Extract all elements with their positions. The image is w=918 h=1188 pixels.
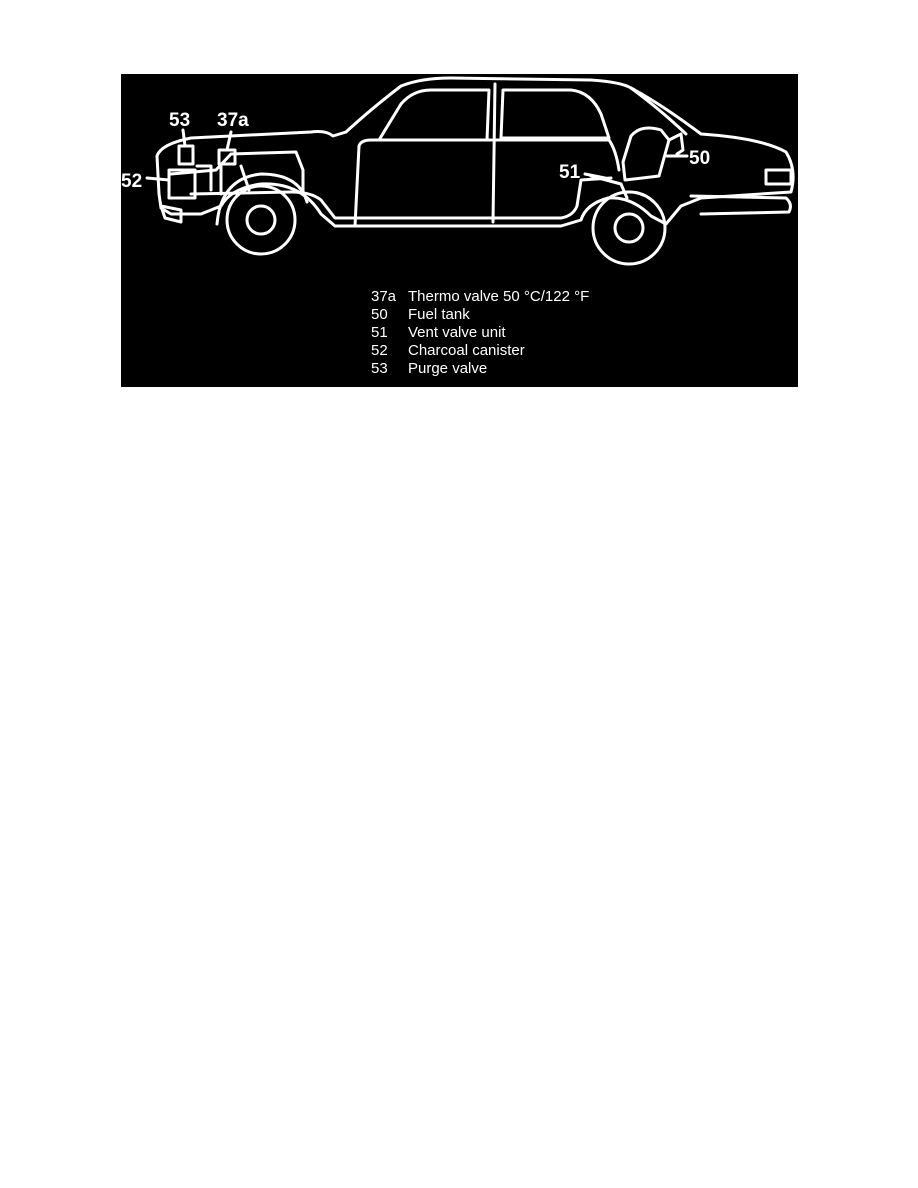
- purge-valve-shape: [179, 146, 193, 164]
- rear-door-outline: [493, 140, 619, 170]
- callout-50: 50: [689, 148, 711, 169]
- callout-53: 53: [169, 110, 191, 131]
- front-wheel-hub: [247, 206, 275, 234]
- rear-door-window: [501, 90, 609, 138]
- legend-text: Vent valve unit: [408, 324, 506, 341]
- legend-row: [371, 360, 589, 378]
- front-door-outline: [355, 140, 491, 226]
- legend-number: 53: [371, 360, 388, 377]
- legend-text: Fuel tank: [408, 306, 470, 323]
- legend-text: Charcoal canister: [408, 342, 525, 359]
- callout-52: 52: [121, 171, 143, 192]
- legend-number: 51: [371, 324, 388, 341]
- legend-row: [371, 324, 589, 342]
- legend-number: 50: [371, 306, 388, 323]
- legend-text: Thermo valve 50 °C/122 °F: [408, 288, 590, 305]
- filler-neck: [669, 134, 683, 154]
- legend-row: [371, 288, 589, 306]
- legend-row: [371, 306, 589, 324]
- leader-52: [147, 178, 169, 180]
- legend-number: 37a: [371, 288, 397, 305]
- legend-text: Purge valve: [408, 360, 488, 377]
- evap-system-diagram: [121, 74, 798, 387]
- legend-row: [371, 342, 589, 360]
- leader-51: [585, 174, 605, 178]
- callout-51: 51: [559, 162, 581, 183]
- rear-wheel-hub: [615, 214, 643, 242]
- front-wheel: [227, 186, 295, 254]
- rear-wheel: [593, 192, 665, 264]
- rear-window: [631, 88, 686, 134]
- callout-37a: 37a: [217, 110, 249, 131]
- legend-number: 52: [371, 342, 388, 359]
- legend: [371, 288, 589, 378]
- fuel-tank-shape: [623, 128, 669, 180]
- engine-bay-lines: [171, 152, 303, 194]
- front-door-window: [379, 90, 489, 140]
- leader-53: [183, 130, 185, 146]
- tail-light: [766, 170, 791, 184]
- door-frame-b-pillar: [493, 84, 495, 222]
